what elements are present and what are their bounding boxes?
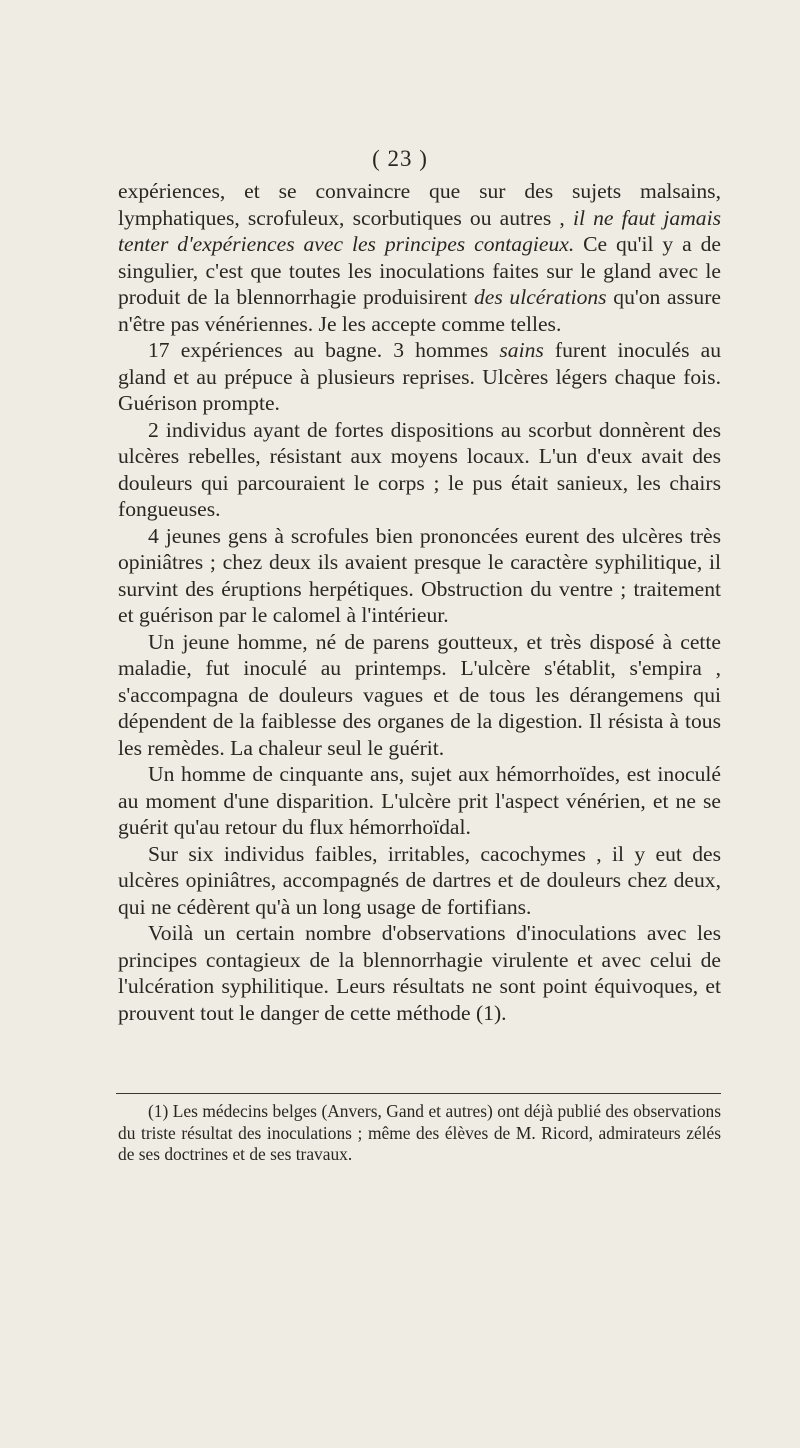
paragraph-2 [118, 337, 721, 417]
paragraph-1-italic-ulcerations: des ulcérations [473, 285, 607, 309]
paragraph-2-text-a: 17 expériences au bagne. 3 hommes [148, 338, 500, 362]
paragraph-8: Voilà un certain nombre d'observations d'inoculations avec les principes contagieux de la blennorrhagie virulente et avec celui de l'ulcération syphilitique. Leurs résultats ne sont point équivoques, et prouvent tout le danger de cette méthode (1). [118, 921, 721, 1025]
paragraph-4: 4 jeunes gens à scrofules bien prononcées eurent des ulcères très opiniâtres ; chez deux ils avaient presque le caractère syphilitique, il survint des éruptions herpétiques. Obstruction du ventre ; traitement et guérison par le calomel à l'intérieur. [118, 523, 721, 627]
body-text [118, 178, 721, 1026]
paragraph-2-text-c: furent inoculés au gland et au prépuce à plusieurs reprises. Ulcères légers chaque fois. Guérison prompte. [118, 338, 721, 415]
paragraph-1-text-a: expériences, et se convaincre que sur des sujets malsains, lymphatiques, scrofuleux, scorbutiques ou autres , [118, 179, 721, 230]
footnote: (1) Les médecins belges (Anvers, Gand et autres) ont déjà publié des observations du triste résultat des inoculations ; même des élèves de M. Ricord, admirateurs zélés de ses doctrines et de ses travaux. [118, 1101, 721, 1164]
paragraph-1-italic-principle: il ne faut jamais tenter d'expériences avec les principes contagieux. [118, 205, 721, 256]
paragraph-2-italic-sains: sains [499, 338, 544, 362]
paragraph-7: Sur six individus faibles, irritables, cacochymes , il y eut des ulcères opiniâtres, accompagnés de dartres et de douleurs chez deux, qui ne cédèrent qu'à un long usage de fortifians. [118, 841, 721, 919]
paragraph-6: Un homme de cinquante ans, sujet aux hémorrhoïdes, est inoculé au moment d'une disparition. L'ulcère prit l'aspect vénérien, et ne se guérit qu'au retour du flux hémorrhoïdal. [118, 762, 721, 839]
footnote-divider [116, 1093, 721, 1094]
paragraph-1-text-e: qu'on assure n'être pas vénériennes. Je les accepte comme telles. [118, 285, 721, 336]
paragraph-1-text-c: Ce qu'il y a de singulier, c'est que toutes les inoculations faites sur le gland avec le produit de la blennorrhagie produisirent [118, 232, 721, 309]
paragraph-1 [118, 178, 721, 337]
page-number: ( 23 ) [372, 146, 428, 171]
paragraph-5: Un jeune homme, né de parens goutteux, et très disposé à cette maladie, fut inoculé au printemps. L'ulcère s'établit, s'empira , s'accompagna de douleurs vagues et de tous les dérangemens qui dépendent de la faiblesse des organes de la digestion. Il résista à tous les remèdes. La chaleur seul le guérit. [118, 629, 721, 760]
paragraph-3: 2 individus ayant de fortes dispositions au scorbut donnèrent des ulcères rebelles, résistant aux moyens locaux. L'un d'eux avait des douleurs qui parcouraient le corps ; le pus était sanieux, les chairs fongueuses. [118, 417, 721, 521]
